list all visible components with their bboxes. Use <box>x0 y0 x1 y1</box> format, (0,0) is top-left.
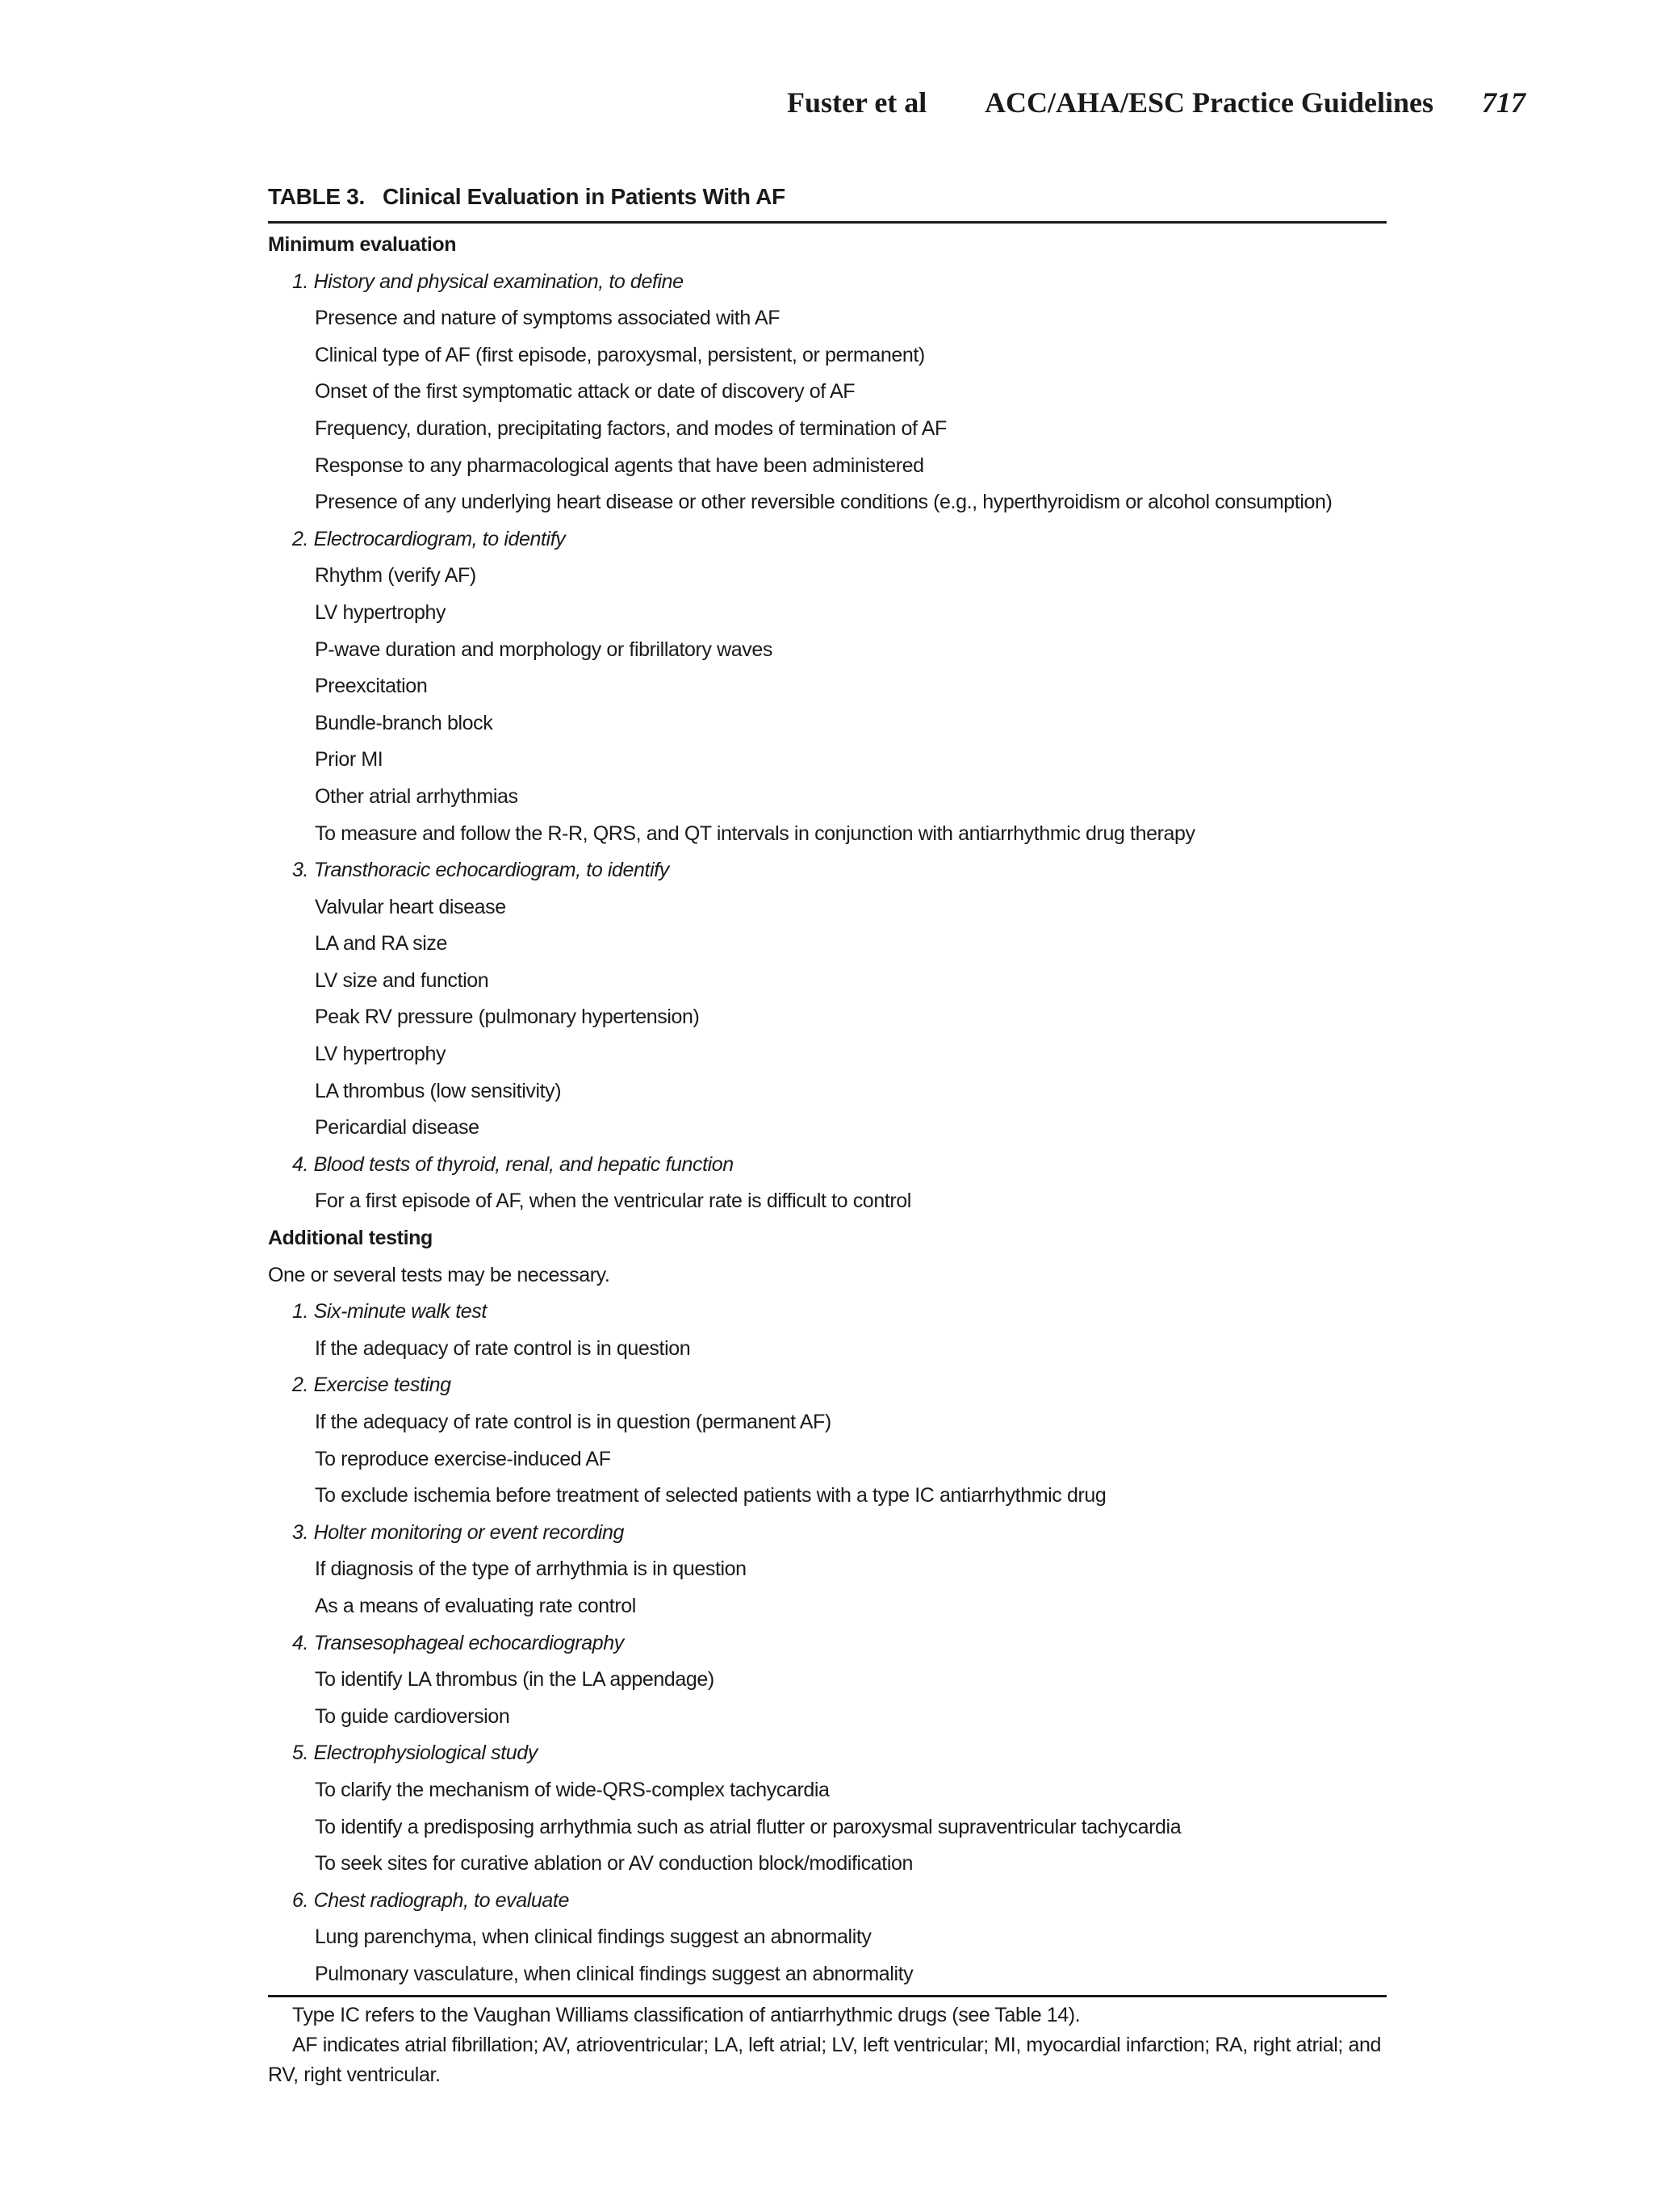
evaluation-item: 6. Chest radiograph, to evaluate <box>292 1888 569 1912</box>
evaluation-detail: Preexcitation <box>315 675 428 698</box>
table-number: TABLE 3. <box>268 184 365 209</box>
evaluation-detail: To exclude ischemia before treatment of selected patients with a type IC antiarrhythmic drug <box>315 1484 1107 1507</box>
evaluation-detail: LV hypertrophy <box>315 1043 446 1066</box>
section-note: One or several tests may be necessary. <box>268 1263 610 1286</box>
evaluation-detail: To reproduce exercise-induced AF <box>315 1447 611 1470</box>
evaluation-detail: Presence of any underlying heart disease or other reversible conditions (e.g., hyperthyroidism or alcohol consumption) <box>315 491 1333 514</box>
evaluation-detail: To identify LA thrombus (in the LA appendage) <box>315 1668 714 1691</box>
footnote-abbreviations: AF indicates atrial fibrillation; AV, atrioventricular; LA, left atrial; LV, left ventricular; MI, myocardial infarction; RA, right atrial; and RV, right ventricular. <box>268 2033 1381 2086</box>
evaluation-detail: To guide cardioversion <box>315 1704 510 1728</box>
evaluation-detail: LV hypertrophy <box>315 600 446 624</box>
evaluation-detail: Onset of the first symptomatic attack or date of discovery of AF <box>315 380 856 404</box>
evaluation-item: 3. Holter monitoring or event recording <box>292 1520 624 1544</box>
table-top-rule <box>268 221 1387 224</box>
evaluation-detail: For a first episode of AF, when the ventricular rate is difficult to control <box>315 1190 911 1213</box>
section-heading: Minimum evaluation <box>268 233 457 256</box>
footnote-type-ic: Type IC refers to the Vaughan Williams classification of antiarrhythmic drugs (see Table 14). <box>292 2003 1081 2026</box>
evaluation-item: 4. Blood tests of thyroid, renal, and hepatic function <box>292 1152 734 1176</box>
table-3 <box>268 179 1387 2090</box>
table-body <box>268 227 1387 1993</box>
evaluation-item: 5. Electrophysiological study <box>292 1742 538 1765</box>
evaluation-detail: Presence and nature of symptoms associated with AF <box>315 307 780 330</box>
running-head-journal: ACC/AHA/ESC Practice Guidelines <box>985 86 1433 119</box>
evaluation-detail: Lung parenchyma, when clinical findings suggest an abnormality <box>315 1926 872 1949</box>
evaluation-detail: Rhythm (verify AF) <box>315 564 476 587</box>
evaluation-item: 4. Transesophageal echocardiography <box>292 1631 624 1654</box>
page-number: 717 <box>1482 86 1525 119</box>
section-heading: Additional testing <box>268 1227 433 1250</box>
running-head <box>0 86 1653 124</box>
evaluation-detail: Response to any pharmacological agents that have been administered <box>315 454 924 477</box>
evaluation-detail: Peak RV pressure (pulmonary hypertension) <box>315 1006 700 1029</box>
evaluation-detail: As a means of evaluating rate control <box>315 1594 636 1617</box>
running-head-authors: Fuster et al <box>787 86 927 119</box>
evaluation-item: 2. Electrocardiogram, to identify <box>292 527 566 550</box>
evaluation-detail: LV size and function <box>315 968 489 992</box>
evaluation-detail: If diagnosis of the type of arrhythmia is in question <box>315 1558 747 1581</box>
evaluation-detail: To clarify the mechanism of wide-QRS-complex tachycardia <box>315 1778 830 1801</box>
evaluation-detail: LA and RA size <box>315 932 447 955</box>
evaluation-detail: Bundle-branch block <box>315 711 493 734</box>
evaluation-detail: Prior MI <box>315 748 383 771</box>
table-footnotes <box>268 2001 1387 2090</box>
evaluation-item: 1. Six-minute walk test <box>292 1300 487 1323</box>
table-caption: Clinical Evaluation in Patients With AF <box>382 184 785 209</box>
evaluation-detail: P-wave duration and morphology or fibrillatory waves <box>315 638 772 661</box>
evaluation-detail: Pericardial disease <box>315 1116 479 1139</box>
evaluation-detail: If the adequacy of rate control is in question (permanent AF) <box>315 1411 831 1433</box>
evaluation-detail: If the adequacy of rate control is in question <box>315 1336 691 1360</box>
evaluation-detail: To seek sites for curative ablation or AV conduction block/modification <box>315 1852 913 1875</box>
evaluation-detail: Clinical type of AF (first episode, paroxysmal, persistent, or permanent) <box>315 343 925 366</box>
evaluation-detail: To identify a predisposing arrhythmia such as atrial flutter or paroxysmal supraventricular tachycardia <box>315 1815 1182 1838</box>
evaluation-detail: To measure and follow the R-R, QRS, and QT intervals in conjunction with antiarrhythmic drug therapy <box>315 822 1195 845</box>
evaluation-detail: LA thrombus (low sensitivity) <box>315 1079 562 1102</box>
evaluation-detail: Pulmonary vasculature, when clinical findings suggest an abnormality <box>315 1962 914 1985</box>
evaluation-item: 3. Transthoracic echocardiogram, to identify <box>292 859 669 882</box>
table-bottom-rule <box>268 1995 1387 1997</box>
evaluation-item: 2. Exercise testing <box>292 1374 451 1397</box>
evaluation-item: 1. History and physical examination, to define <box>292 270 684 293</box>
evaluation-detail: Valvular heart disease <box>315 895 506 918</box>
table-title <box>268 179 1387 215</box>
evaluation-detail: Other atrial arrhythmias <box>315 784 518 808</box>
evaluation-detail: Frequency, duration, precipitating factors, and modes of termination of AF <box>315 416 947 440</box>
